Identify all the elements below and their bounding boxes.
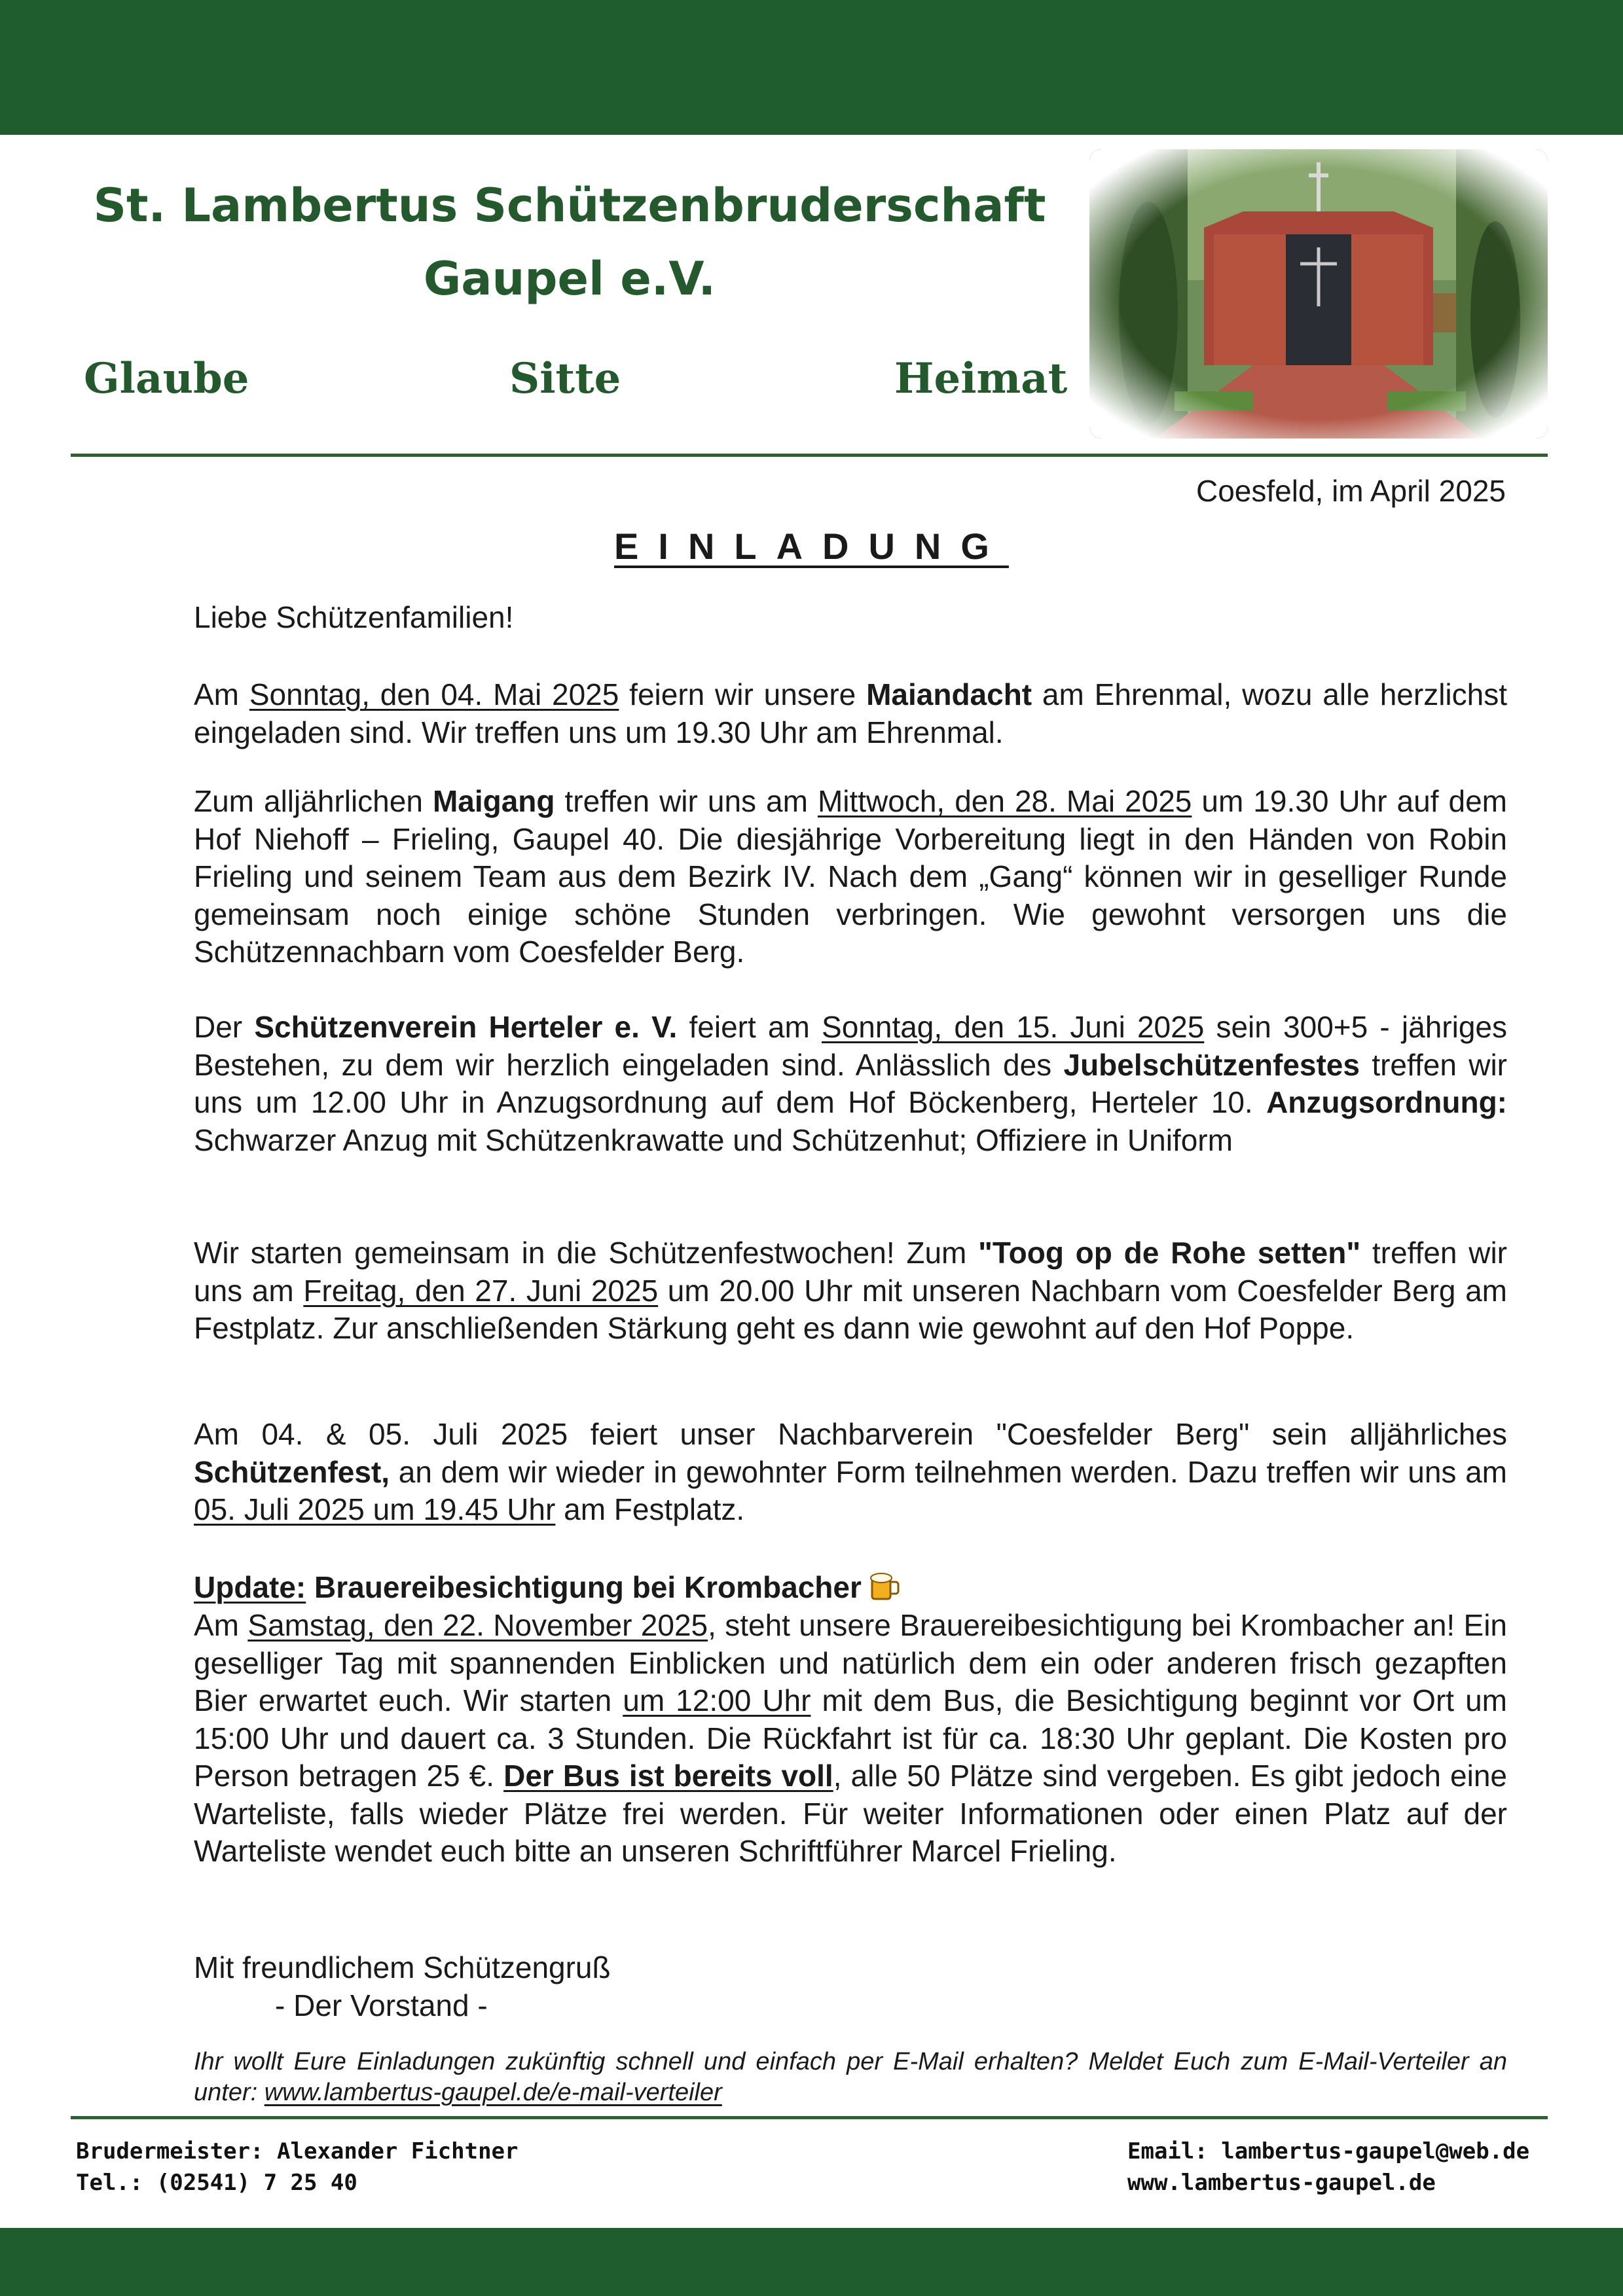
motto-heimat: Heimat bbox=[894, 354, 1068, 403]
dress-code-label: Anzugsordnung: bbox=[1266, 1085, 1507, 1119]
paragraph-coesfelder-berg: Am 04. & 05. Juli 2025 feiert unser Nachbarverein "Coesfelder Berg" sein alljährliches Schützenfest, an dem wir wieder in gewohnter Form teilnehmen werden. Dazu treffen wir uns am 05. Juli 2025 um 19.45 Uhr am Festplatz. bbox=[194, 1417, 1507, 1526]
event-toog: "Toog op de Rohe setten" bbox=[978, 1236, 1361, 1270]
update-label: Update: bbox=[194, 1570, 306, 1604]
paragraph-maigang: Zum alljährlichen Maigang treffen wir uns am Mittwoch, den 28. Mai 2025 um 19.30 Uhr auf dem Hof Niehoff – Frieling, Gaupel 40. Die diesjährige Vorbereitung liegt in den Händen von Robin Frieling und seinem Team aus dem Bezirk IV. Nach dem „Gang“ können wir in geselliger Runde gemeinsam noch einige schöne Stunden verbringen. Wie gewohnt versorgen uns die Schützennachbarn vom Coesfelder Berg. bbox=[194, 784, 1507, 969]
footer-contact-right bbox=[1127, 2136, 1529, 2198]
club-herteler: Schützenverein Herteler e. V. bbox=[254, 1010, 678, 1044]
heading-text: EINLADUNG bbox=[614, 526, 1009, 567]
event-maigang: Maigang bbox=[432, 784, 555, 818]
closing-phrase: Mit freundlichem Schützengruß bbox=[194, 1950, 611, 1984]
update-heading: Update: Brauereibesichtigung bei Krombacher bbox=[194, 1569, 1507, 1607]
paragraph-herteler: Der Schützenverein Herteler e. V. feiert am Sonntag, den 15. Juni 2025 sein 300+5 - jähriges Bestehen, zu dem wir herzlich eingeladen sind. Anlässlich des Jubelschützenfestes treffen wir uns um 12.00 Uhr in Anzugsordnung auf dem Hof Böckenberg, Herteler 10. Anzugsordnung: Schwarzer Anzug mit Schützenkrawatte und Schützenhut; Offiziere in Uniform bbox=[194, 1010, 1507, 1157]
paragraph-maiandacht: Am Sonntag, den 04. Mai 2025 feiern wir unsere Maiandacht am Ehrenmal, wozu alle herzlichst eingeladen sind. Wir treffen uns um 19.30 Uhr am Ehrenmal. bbox=[194, 677, 1507, 749]
phone-number: Tel.: (02541) 7 25 40 bbox=[76, 2170, 357, 2196]
date-maiandacht: Sonntag, den 04. Mai 2025 bbox=[249, 677, 619, 711]
footer-contact-left bbox=[76, 2136, 519, 2198]
organization-name-line1: St. Lambertus Schützenbruderschaft bbox=[93, 179, 1046, 232]
paragraph-brauerei: Am Samstag, den 22. November 2025, steht unsere Brauereibesichtigung bei Krombacher an! Ein geselliger Tag mit spannenden Einblicken und natürlich dem ein oder anderen frisch gezapften Bier erwartet euch. Wir starten um 12:00 Uhr mit dem Bus, die Besichtigung beginnt vor Ort um 15:00 Uhr und dauert ca. 3 Stunden. Die Rückfahrt ist für ca. 18:30 Uhr geplant. Die Kosten pro Person betragen 25 €. Der Bus ist bereits voll, alle 50 Plätze sind vergeben. Es gibt jedoch eine Warteliste, falls wieder Plätze frei werden. Für weiter Informationen oder einen Platz auf der Warteliste wendet euch bitte an unseren Schriftführer Marcel Frieling. bbox=[194, 1608, 1507, 1868]
date-coesfelder-berg: 05. Juli 2025 um 19.45 Uhr bbox=[194, 1492, 556, 1526]
start-time: um 12:00 Uhr bbox=[623, 1683, 811, 1717]
organization-title bbox=[59, 169, 1080, 315]
bottom-banner bbox=[0, 2228, 1623, 2296]
header-divider bbox=[71, 454, 1548, 457]
signature: - Der Vorstand - bbox=[275, 1988, 488, 2022]
date-maigang: Mittwoch, den 28. Mai 2025 bbox=[817, 784, 1192, 818]
greeting: Liebe Schützenfamilien! bbox=[194, 600, 514, 634]
organization-name-line2: Gaupel e.V. bbox=[423, 252, 716, 306]
motto-sitte: Sitte bbox=[509, 354, 621, 403]
event-maiandacht: Maiandacht bbox=[866, 677, 1032, 711]
top-banner bbox=[0, 0, 1623, 135]
mailing-list-note: Ihr wollt Eure Einladungen zukünftig schnell und einfach per E-Mail erhalten? Meldet Euch zum E-Mail-Verteiler an unter: www.lambertus-gaupel.de/e-mail-verteiler bbox=[194, 2048, 1507, 2106]
website-link[interactable]: www.lambertus-gaupel.de bbox=[1127, 2170, 1436, 2196]
event-schuetzenfest: Schützenfest, bbox=[194, 1454, 390, 1489]
paragraph-toog: Wir starten gemeinsam in die Schützenfestwochen! Zum "Toog op de Rohe setten" treffen wir uns am Freitag, den 27. Juni 2025 um 20.00 Uhr mit unseren Nachbarn vom Coesfelder Berg am Festplatz. Zur anschließenden Stärkung geht es dann wie gewohnt auf den Hof Poppe. bbox=[194, 1236, 1507, 1345]
bus-full-notice: Der Bus ist bereits voll bbox=[503, 1759, 833, 1793]
brudermeister-name: Brudermeister: Alexander Fichtner bbox=[76, 2138, 519, 2164]
motto-glaube: Glaube bbox=[84, 354, 249, 403]
letter-date: Coesfeld, im April 2025 bbox=[1195, 474, 1506, 508]
event-jubelschuetzenfest: Jubelschützenfestes bbox=[1063, 1047, 1360, 1082]
beer-mug-icon bbox=[867, 1569, 901, 1603]
footer-divider bbox=[71, 2116, 1548, 2119]
email-address[interactable]: Email: lambertus-gaupel@web.de bbox=[1127, 2138, 1530, 2164]
date-toog: Freitag, den 27. Juni 2025 bbox=[303, 1273, 659, 1308]
mailing-list-link[interactable]: www.lambertus-gaupel.de/e-mail-verteiler bbox=[264, 2079, 722, 2106]
memorial-chapel-photo bbox=[1089, 149, 1548, 439]
letter-heading bbox=[0, 524, 1623, 569]
date-herteler: Sonntag, den 15. Juni 2025 bbox=[822, 1010, 1205, 1044]
date-brauerei: Samstag, den 22. November 2025 bbox=[247, 1608, 708, 1642]
